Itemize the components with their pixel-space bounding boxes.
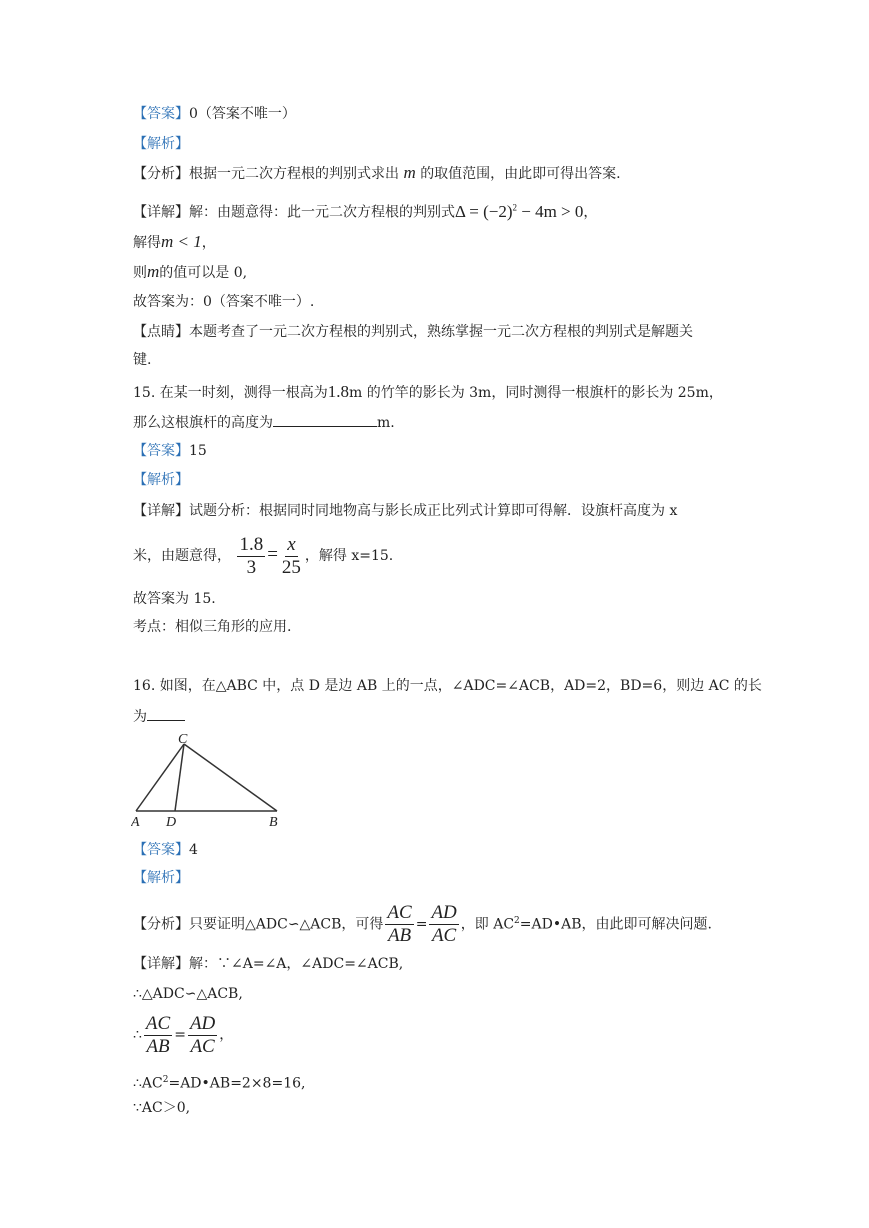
answer-blank: [273, 412, 377, 427]
answer-blank: [147, 706, 185, 721]
answer-text: 0（答案不唯一）: [189, 106, 296, 122]
analysis-tag: 【解析】: [133, 870, 189, 886]
fraction-ac-over-ab: $\frac{AC}{AB}$: [387, 902, 412, 947]
fraction-ac-over-ab: $\frac{AC}{AB}$: [145, 1012, 171, 1057]
q16-fenxi: 【分析】只要证明△ADC∽△ACB，可得 $\frac{AC}{AB}$ = $\frac{AD}{AC}$ ，即 $AC^2=AD•AB$，由此即可解决问题.: [133, 902, 712, 947]
q14-comment: 【点睛】本题考查了一元二次方程根的判别式，熟练掌握一元二次方程根的判别式是解题关: [133, 324, 693, 340]
label-a: A: [131, 815, 140, 828]
q15-answer: [133, 442, 207, 460]
q15-point: 考点：相似三角形的应用.: [133, 619, 292, 635]
side-cb: [184, 744, 277, 811]
answer-tag: 【答案】: [133, 842, 189, 858]
detail-text: 解：由题意得：此一元二次方程根的判别式: [189, 204, 455, 221]
q16-analysis-heading: [133, 869, 189, 887]
fraction-1-8-over-3: $\frac{1.8}{3}$: [239, 533, 264, 578]
solve-text: 解得: [133, 235, 161, 251]
fraction-ad-over-ac: $\frac{AD}{AC}$: [431, 902, 457, 947]
triangle-figure: [131, 732, 283, 828]
q16-answer: [133, 841, 198, 859]
fenxi-tag: 【分析】: [133, 166, 189, 182]
answer-tag: 【答案】: [133, 106, 189, 122]
q15-stem-line1: 15. 在某一时刻，测得一根高为1.8m 的竹竿的影长为 3m，同时测得一根旗杆的影长为 25m，: [133, 382, 723, 401]
q14-analysis-heading: [133, 135, 189, 153]
q14-then: 则m的值可以是 0,: [133, 262, 248, 281]
q16-step2: ∴ $\frac{AC}{AB}$ = $\frac{AD}{AC}$ ，: [133, 1012, 234, 1057]
discriminant-formula: $\Delta = (-2)^2 - 4m > 0$: [455, 201, 584, 221]
label-b: B: [269, 815, 278, 828]
analysis-tag: 【解析】: [133, 472, 189, 488]
fenxi-text-a: 根据一元二次方程根的判别式求出: [189, 166, 399, 182]
detail-tag: 【详解】: [133, 204, 189, 221]
fraction-ad-over-ac: $\frac{AD}{AC}$: [189, 1012, 216, 1057]
q16-step4: ∵AC＞0,: [133, 1100, 191, 1116]
q16-step3: $\therefore AC^2=AD•AB=2\times 8=16$,: [133, 1075, 306, 1092]
answer-tag: 【答案】: [133, 443, 189, 459]
solve-math: m < 1: [161, 232, 202, 251]
label-c: C: [178, 732, 188, 747]
q14-conclusion: 故答案为：0（答案不唯一）.: [133, 294, 315, 310]
q14-comment-cont: 键.: [133, 352, 152, 368]
q15-detail: 【详解】试题分析：根据同时同地物高与影长成正比列式计算即可得解．设旗杆高度为 x: [133, 503, 678, 519]
detail-tag: 【详解】: [133, 956, 189, 972]
q14-fenxi: [133, 164, 621, 183]
fenxi-tag: 【分析】: [133, 916, 189, 933]
q16-detail: 【详解】解：∵∠A=∠A，∠ADC=∠ACB,: [133, 956, 404, 972]
q15-analysis-heading: [133, 471, 189, 489]
q16-stem-line2: 为: [133, 706, 185, 726]
q15-equation-line: 米，由题意得， $\frac{1.8}{3}$ = $\frac{x}{25}$ ，解得 x=15.: [133, 533, 394, 578]
detail-tag: 【详解】: [133, 503, 189, 519]
q14-solve: 解得m < 1，: [133, 232, 216, 251]
analysis-tag: 【解析】: [133, 136, 189, 152]
fenxi-text-b: 的取值范围，由此即可得出答案.: [420, 166, 621, 182]
answer-text: 15: [189, 443, 207, 459]
answer-text: 4: [189, 842, 198, 858]
comment-tag: 【点睛】: [133, 324, 189, 340]
var-m: m: [147, 262, 160, 281]
q16-stem-line1: 16. 如图，在△ABC 中，点 D 是边 AB 上的一点，∠ADC=∠ACB，AD=2，BD=6，则边 AC 的长: [133, 678, 762, 694]
fraction-x-over-25: $\frac{x}{25}$: [281, 533, 301, 578]
height-value: 1.8: [327, 382, 349, 401]
q14-detail: 【详解】解：由题意得：此一元二次方程根的判别式$\Delta = (-2)^2 - 4m > 0$，: [133, 201, 598, 221]
q16-step1: ∴△ADC∽△ACB,: [133, 986, 243, 1002]
q14-answer: [133, 105, 296, 123]
var-m: m: [403, 163, 416, 182]
q15-stem-line2: 那么这根旗杆的高度为 m.: [133, 412, 395, 432]
label-d: D: [166, 815, 177, 828]
q15-conclusion: 故答案为 15.: [133, 591, 216, 607]
